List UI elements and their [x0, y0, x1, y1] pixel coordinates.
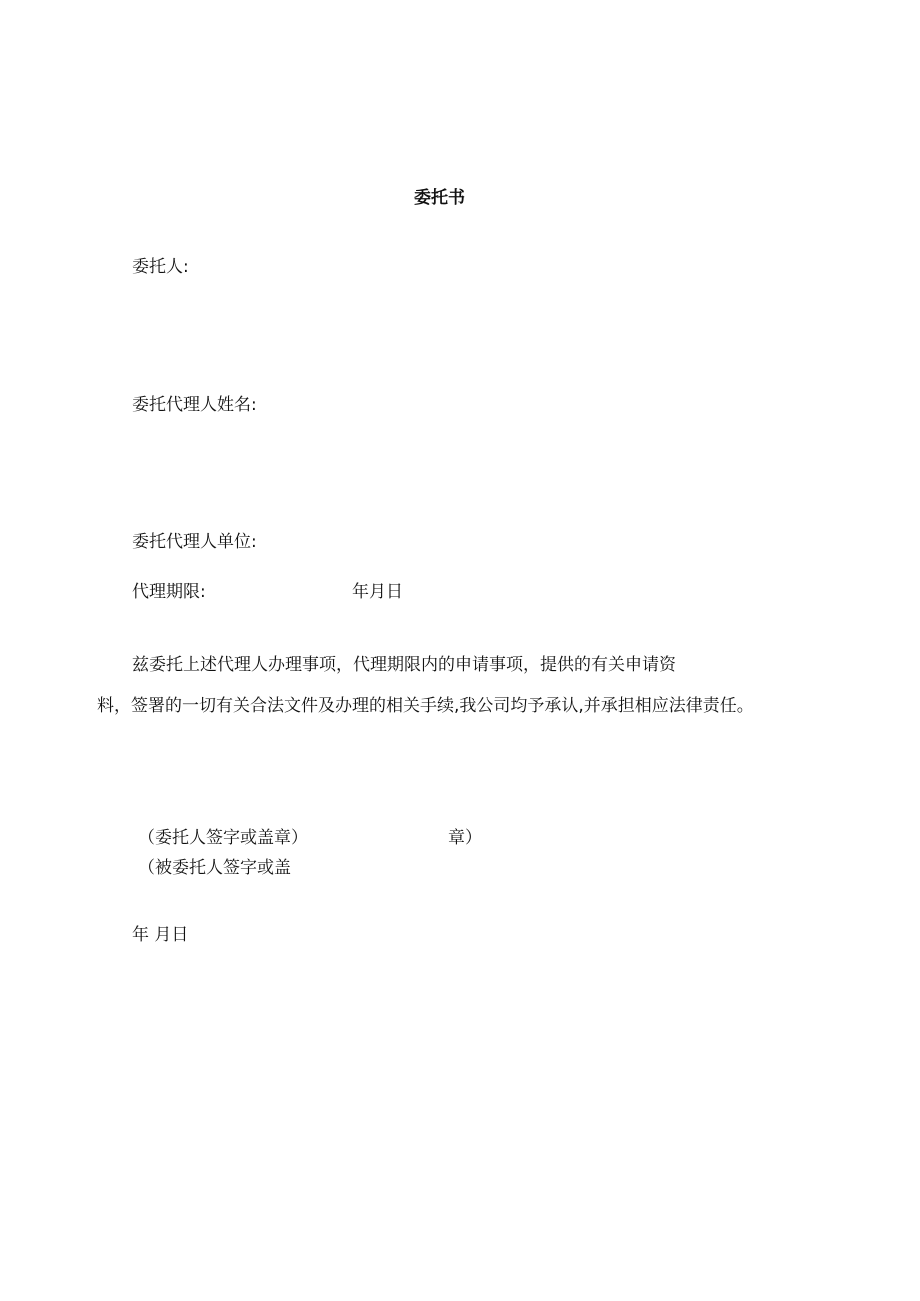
- term-date: 年月日: [352, 582, 403, 602]
- agent-signature-label-end: 章）: [448, 828, 482, 848]
- agent-name-label: 委托代理人姓名:: [132, 395, 257, 415]
- body-text-line-2: 料，签署的一切有关合法文件及办理的相关手续,我公司均予承认,并承担相应法律责任。: [97, 696, 754, 716]
- principal-signature-label: （委托人签字或盖章）: [138, 828, 308, 848]
- agent-unit-label: 委托代理人单位:: [132, 532, 257, 552]
- document-title: 委托书: [414, 188, 465, 208]
- term-label: 代理期限:: [132, 582, 206, 602]
- signature-date: 年 月日: [132, 925, 189, 945]
- agent-signature-label: （被委托人签字或盖: [138, 858, 291, 878]
- body-text-line-1: 兹委托上述代理人办理事项，代理期限内的申请事项，提供的有关申请资: [132, 655, 676, 675]
- principal-label: 委托人:: [132, 257, 189, 277]
